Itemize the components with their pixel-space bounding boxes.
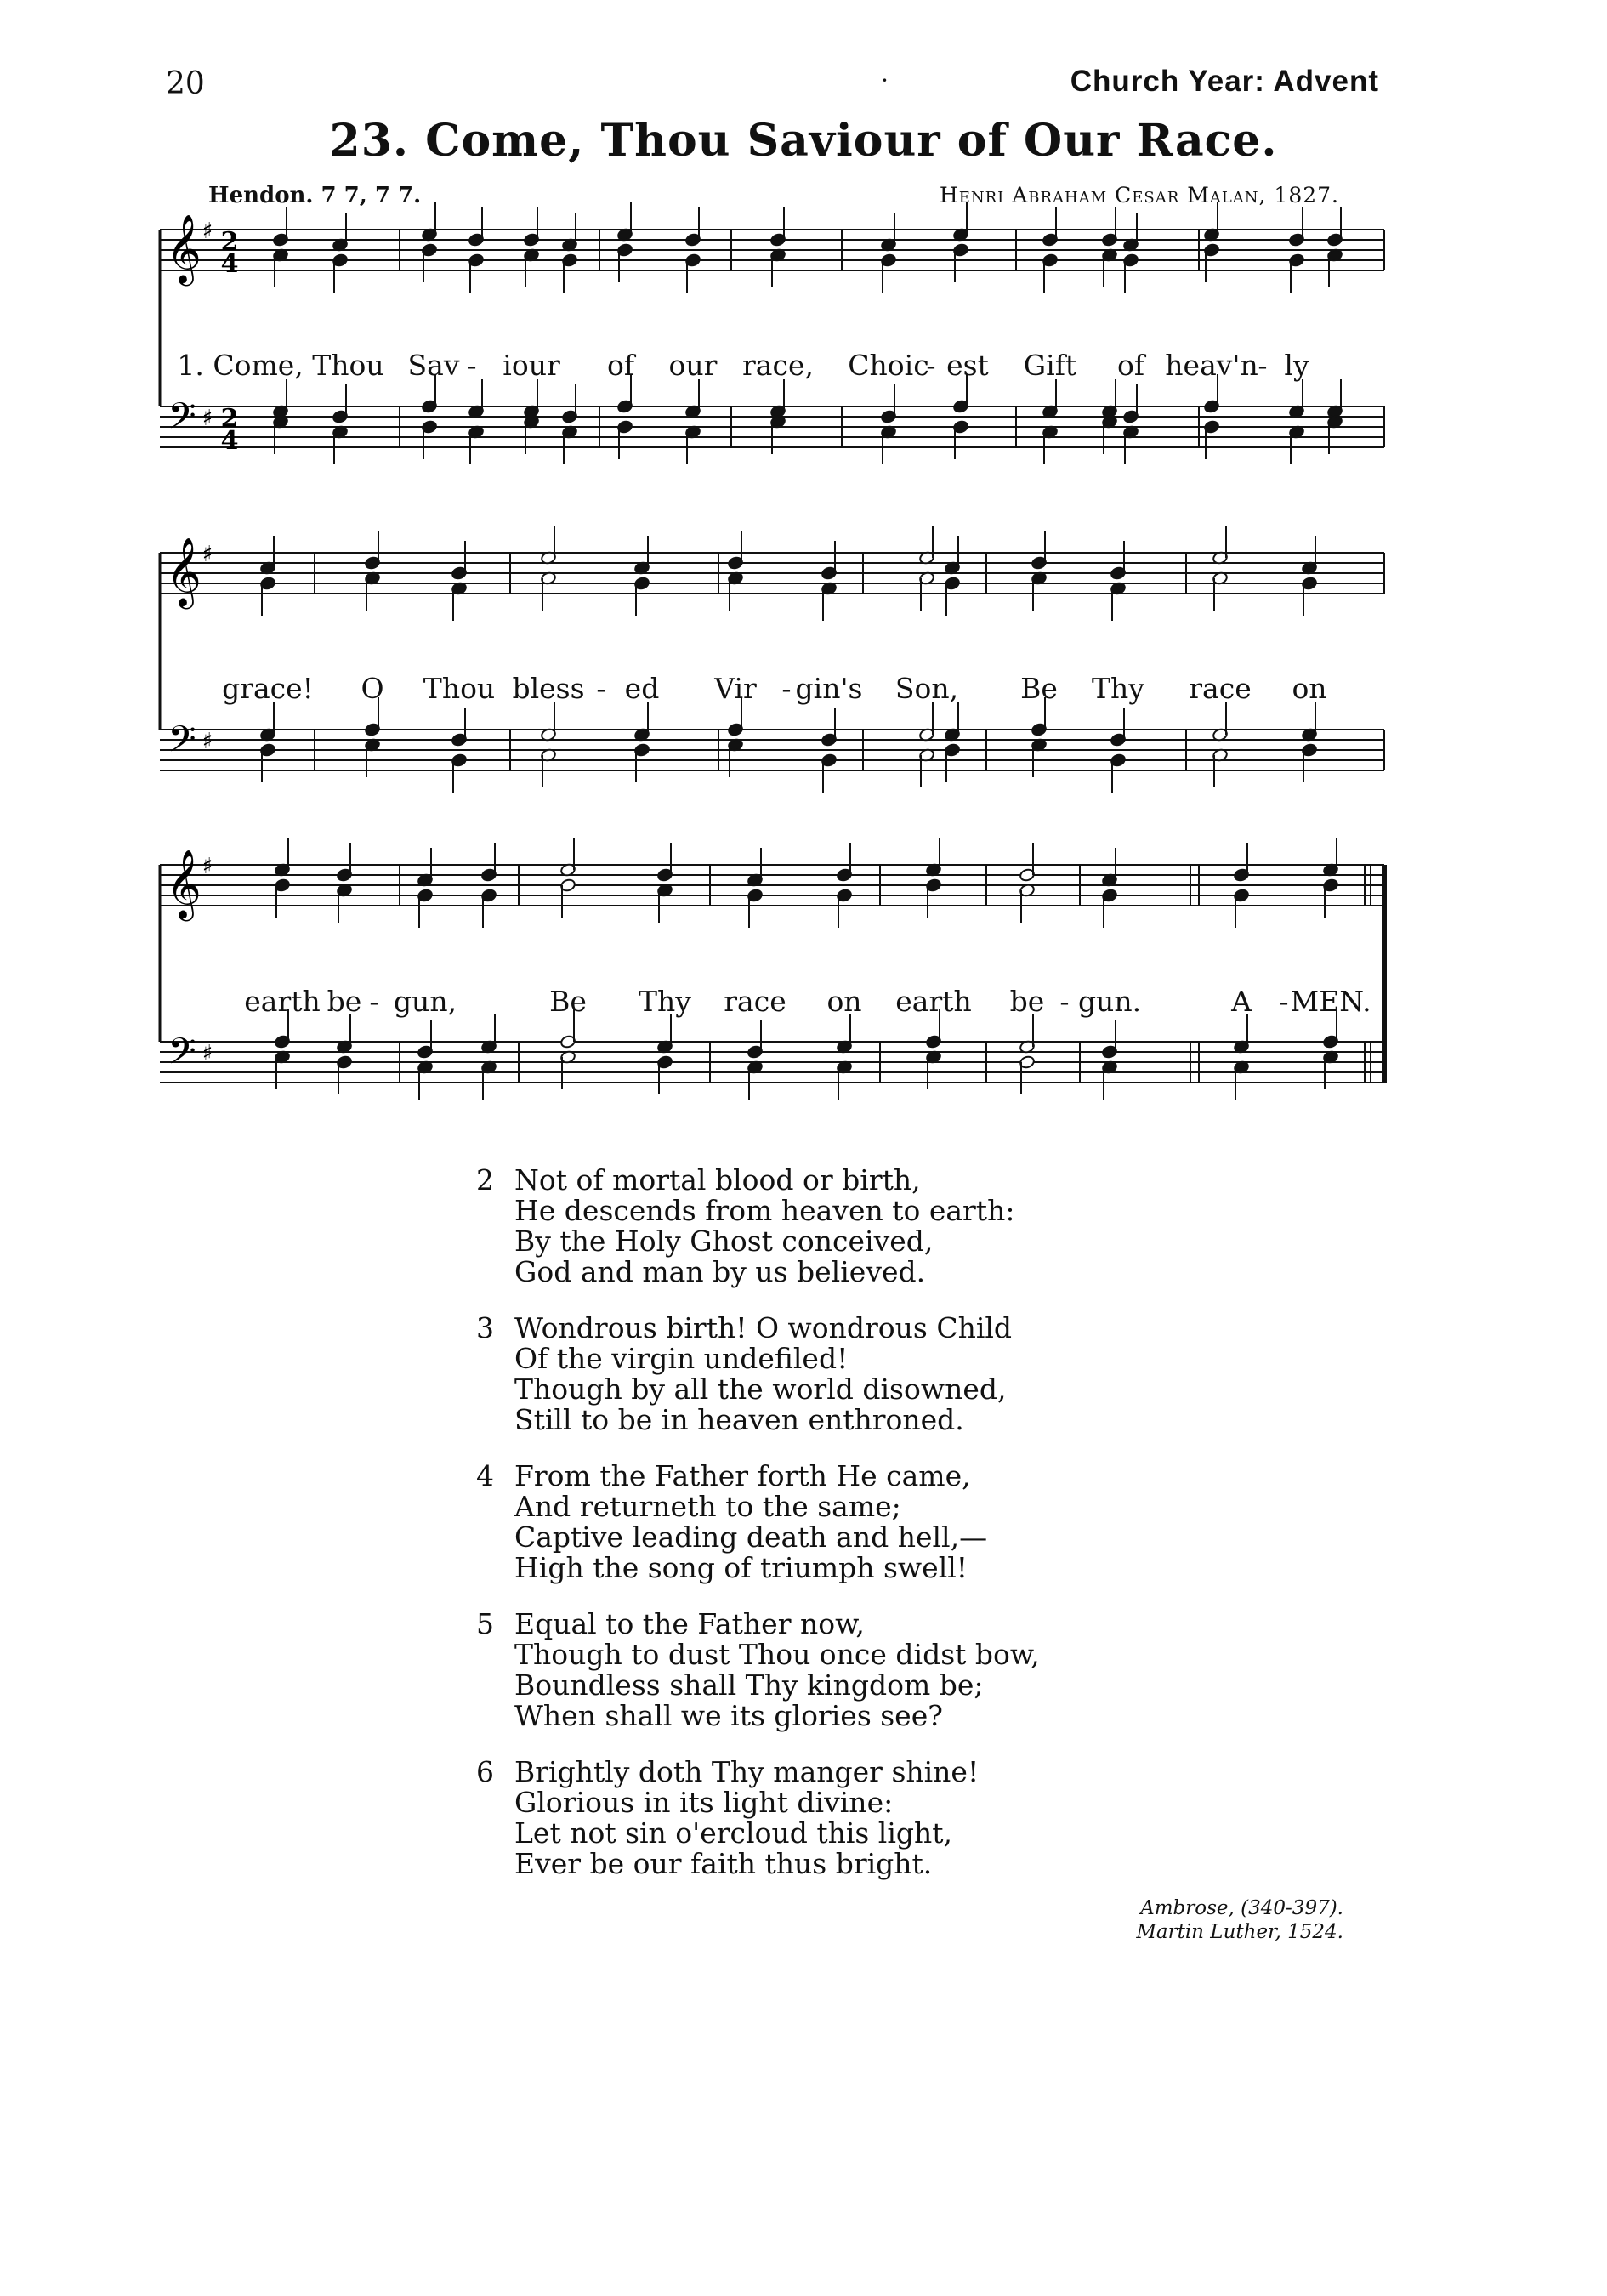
stanza-line xyxy=(476,1344,1241,1374)
stanza-line xyxy=(476,1609,1241,1640)
stanza-6 xyxy=(476,1757,1241,1879)
lyric-syllable: race xyxy=(1189,672,1252,705)
lyric-syllable: on xyxy=(826,985,862,1018)
stanza-line xyxy=(476,1313,1241,1344)
lyric-syllable: bless xyxy=(512,672,585,705)
credits xyxy=(1136,1896,1343,1944)
stanza-text: Still to be in heaven enthroned. xyxy=(514,1403,964,1436)
sharp-icon: ♯ xyxy=(202,854,213,879)
stanza-text: High the song of triumph swell! xyxy=(514,1551,968,1584)
composer: Henri Abraham Cesar Malan, 1827. xyxy=(939,183,1339,207)
tune-name: Hendon. 7 7, 7 7. xyxy=(208,183,422,208)
lyric-syllable: Vir xyxy=(714,672,757,705)
lyric-syllable: earth xyxy=(244,985,321,1018)
lyric-syllable: - xyxy=(926,349,936,382)
lyric-syllable: gin's xyxy=(795,672,863,705)
lyric-syllable: est xyxy=(946,349,989,382)
treble-clef-icon: 𝄞 xyxy=(166,213,202,283)
stanza-line xyxy=(476,1374,1241,1405)
stanza-line xyxy=(476,1196,1241,1226)
lyric-syllable: be xyxy=(327,985,362,1018)
lyric-syllable: of xyxy=(606,349,635,382)
lyric-syllable: - xyxy=(781,672,792,705)
lyric-syllable: gun, xyxy=(393,985,457,1018)
stanza-text: By the Holy Ghost conceived, xyxy=(514,1225,934,1258)
sharp-icon: ♯ xyxy=(202,542,213,567)
stanza-line xyxy=(476,1492,1241,1522)
lyrics-system-3 xyxy=(0,985,1607,1027)
bass-clef-icon: 𝄢 xyxy=(168,1031,196,1082)
stanza-text: Not of mortal blood or birth, xyxy=(514,1163,921,1196)
stanza-line xyxy=(476,1405,1241,1435)
lyric-syllable: Thy xyxy=(1092,672,1144,705)
stanza-text: Equal to the Father now, xyxy=(514,1607,865,1640)
treble-clef-icon: 𝄞 xyxy=(166,537,202,606)
stanza-line xyxy=(476,1670,1241,1701)
lyric-syllable: race xyxy=(724,985,786,1018)
stanza-line xyxy=(476,1522,1241,1553)
credit-line: Martin Luther, 1524. xyxy=(1136,1921,1343,1943)
lyric-syllable: - xyxy=(1059,985,1070,1018)
stanza-text: When shall we its glories see? xyxy=(514,1699,943,1732)
lyric-syllable: - xyxy=(467,349,477,382)
lyric-syllable: Choic xyxy=(848,349,929,382)
stanza-line xyxy=(476,1165,1241,1196)
stanza-line xyxy=(476,1553,1241,1583)
stanza-line xyxy=(476,1640,1241,1670)
lyric-syllable: of xyxy=(1116,349,1145,382)
stanza-text: Brightly doth Thy manger shine! xyxy=(514,1755,980,1788)
lyric-syllable: Sav xyxy=(407,349,460,382)
lyric-syllable: MEN. xyxy=(1290,985,1371,1018)
time-signature-top: 2 xyxy=(220,227,239,257)
lyric-syllable: Thy xyxy=(639,985,691,1018)
lyrics-system-1 xyxy=(0,349,1607,391)
stanza-text: Glorious in its light divine: xyxy=(514,1786,894,1819)
stanza-4 xyxy=(476,1461,1241,1583)
lyrics-system-2 xyxy=(0,672,1607,714)
lyric-syllable: A xyxy=(1231,985,1252,1018)
sharp-icon: ♯ xyxy=(202,219,213,244)
stanza-text: Ever be our faith thus bright. xyxy=(514,1847,933,1880)
lyric-syllable: O xyxy=(361,672,384,705)
lyric-syllable: 1. Come, Thou xyxy=(177,349,384,382)
credit-line: Ambrose, (340-397). xyxy=(1140,1897,1343,1919)
lyric-syllable: our xyxy=(668,349,718,382)
stanza-text: From the Father forth He came, xyxy=(514,1459,971,1492)
section-title: Church Year: Advent xyxy=(1070,65,1379,98)
stanza-number: 3 xyxy=(476,1311,494,1344)
lyric-syllable: - xyxy=(1258,349,1268,382)
treble-clef-icon: 𝄞 xyxy=(166,849,202,918)
stanza-text: Wondrous birth! O wondrous Child xyxy=(514,1311,1013,1344)
stanza-text: God and man by us believed. xyxy=(514,1255,926,1288)
time-signature-bottom: 4 xyxy=(220,249,239,279)
stanza-2 xyxy=(476,1165,1241,1287)
stanza-number: 4 xyxy=(476,1459,494,1492)
time-signature-bottom: 4 xyxy=(220,426,239,456)
page-mark: · xyxy=(881,66,889,94)
stanza-line xyxy=(476,1257,1241,1287)
stanzas xyxy=(476,1165,1241,1905)
stanza-5 xyxy=(476,1609,1241,1731)
stanza-number: 5 xyxy=(476,1607,494,1640)
lyric-syllable: Be xyxy=(1020,672,1058,705)
lyric-syllable: - xyxy=(1279,985,1289,1018)
stanza-text: He descends from heaven to earth: xyxy=(514,1194,1015,1227)
stanza-text: Boundless shall Thy kingdom be; xyxy=(514,1668,984,1702)
lyric-syllable: on xyxy=(1292,672,1327,705)
bass-clef-icon: 𝄢 xyxy=(168,719,196,770)
stanza-number: 6 xyxy=(476,1755,494,1788)
lyric-syllable: - xyxy=(596,672,606,705)
lyric-syllable: Be xyxy=(549,985,587,1018)
stanza-line xyxy=(476,1787,1241,1818)
stanza-text: Though by all the world disowned, xyxy=(514,1372,1007,1406)
stanza-number: 2 xyxy=(476,1163,494,1196)
stanza-text: Of the virgin undefiled! xyxy=(514,1342,849,1375)
lyric-syllable: ly xyxy=(1284,349,1309,382)
lyric-syllable: - xyxy=(369,985,379,1018)
lyric-syllable: race, xyxy=(742,349,814,382)
lyric-syllable: earth xyxy=(895,985,972,1018)
lyric-syllable: heav'n xyxy=(1165,349,1258,382)
lyric-syllable: Gift xyxy=(1023,349,1077,382)
lyric-syllable: grace! xyxy=(222,672,314,705)
sharp-icon: ♯ xyxy=(202,729,213,754)
stanza-text: Captive leading death and hell,— xyxy=(514,1520,988,1554)
stanza-line xyxy=(476,1757,1241,1787)
stanza-text: Let not sin o'ercloud this light, xyxy=(514,1816,953,1850)
sharp-icon: ♯ xyxy=(202,406,213,431)
stanza-text: Though to dust Thou once didst bow, xyxy=(514,1638,1040,1671)
stanza-line xyxy=(476,1849,1241,1879)
stanza-line xyxy=(476,1461,1241,1492)
stanza-3 xyxy=(476,1313,1241,1435)
time-signature-top: 2 xyxy=(220,404,239,434)
stanza-line xyxy=(476,1226,1241,1257)
lyric-syllable: Son, xyxy=(894,672,959,705)
lyric-syllable: be xyxy=(1009,985,1045,1018)
stanza-line xyxy=(476,1701,1241,1731)
lyric-syllable: iour xyxy=(503,349,560,382)
page-number: 20 xyxy=(166,66,205,101)
stanza-text: And returneth to the same; xyxy=(514,1490,901,1523)
hymn-title: 23. Come, Thou Saviour of Our Race. xyxy=(329,115,1278,167)
lyric-syllable: ed xyxy=(624,672,660,705)
sharp-icon: ♯ xyxy=(202,1041,213,1066)
lyric-syllable: gun. xyxy=(1077,985,1142,1018)
lyric-syllable: Thou xyxy=(423,672,496,705)
stanza-line xyxy=(476,1818,1241,1849)
bass-clef-icon: 𝄢 xyxy=(168,395,196,446)
